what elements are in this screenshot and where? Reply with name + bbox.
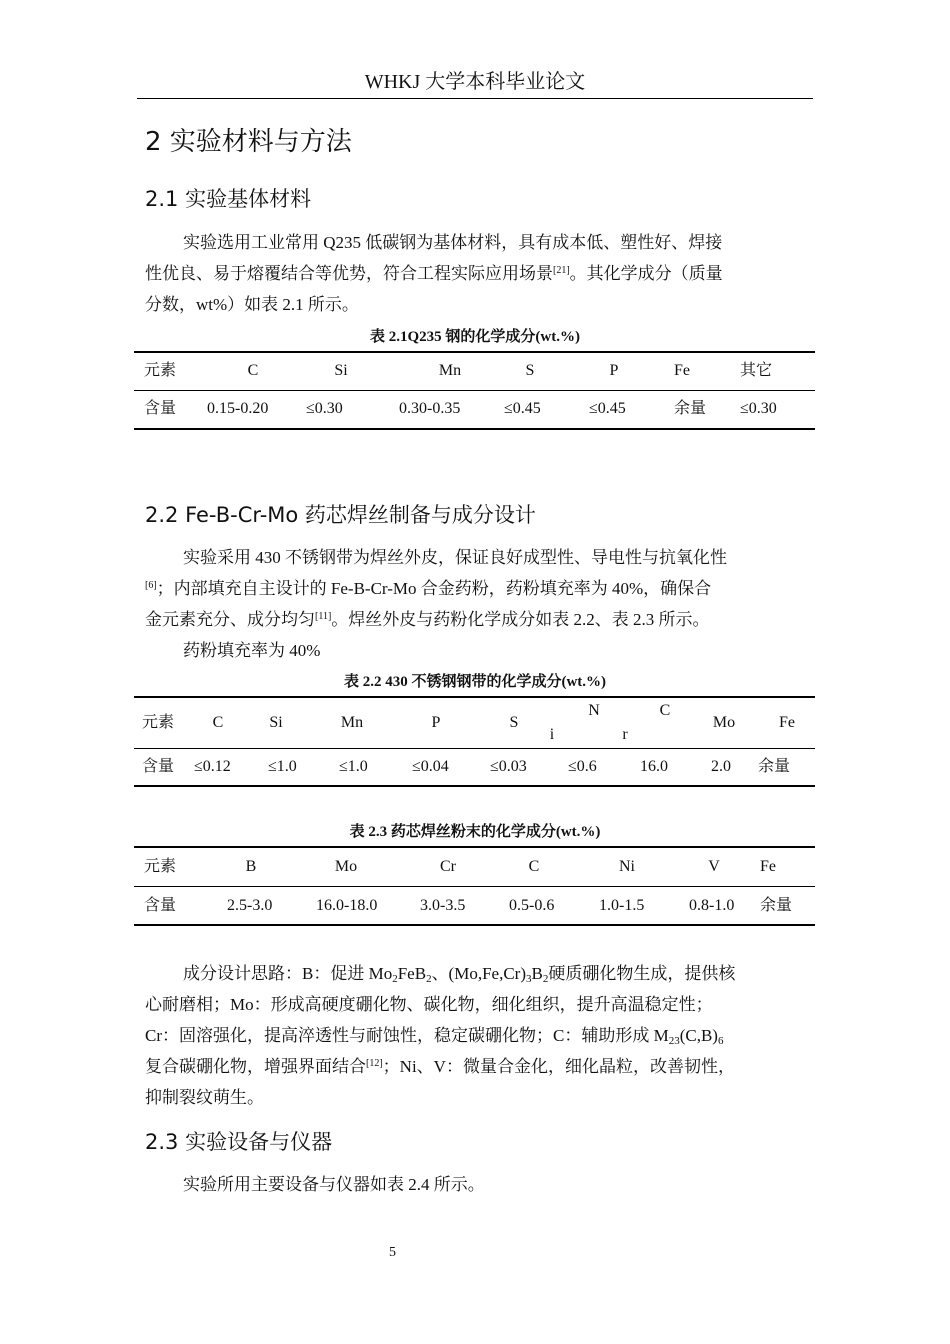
- citation[interactable]: [6]: [145, 580, 157, 591]
- para-line: 金元素充分、成分均匀[11]。焊丝外皮与药粉化学成分如表 2.2、表 2.3 所示。: [145, 610, 710, 629]
- table-header-cell: 其它: [740, 362, 773, 379]
- table-header-cell: 元素: [144, 858, 177, 875]
- table-header-cell: Si: [269, 714, 283, 731]
- table-cell: ≤0.30: [306, 400, 343, 417]
- citation[interactable]: [21]: [553, 265, 570, 276]
- table-cell: 含量: [144, 400, 177, 417]
- para-line: 分数，wt%）如表 2.1 所示。: [145, 295, 359, 314]
- table-cell: 16.0: [640, 758, 668, 775]
- table-header-cell: Fe: [674, 362, 690, 379]
- table-header-cell: S: [509, 714, 519, 731]
- table-2-2: [134, 696, 815, 790]
- table-cell: 2.0: [711, 758, 731, 775]
- table-cell: 余量: [758, 758, 791, 775]
- table-cell: ≤1.0: [268, 758, 297, 775]
- table-header-cell: Fe: [760, 858, 776, 875]
- table-cell: ≤0.12: [194, 758, 231, 775]
- table-cell: ≤0.30: [740, 400, 777, 417]
- table-cell: 0.30-0.35: [399, 400, 461, 417]
- table-header-cell: Si: [334, 362, 348, 379]
- table-2-1-caption: 表 2.1Q235 钢的化学成分(wt.%): [370, 329, 580, 345]
- para-line: 抑制裂纹萌生。: [145, 1088, 264, 1107]
- table-header-cell: Ni: [619, 858, 635, 875]
- table-header-cell: 元素: [142, 714, 175, 731]
- table-cell: ≤0.45: [589, 400, 626, 417]
- table-header-cell: 元素: [144, 362, 177, 379]
- para-line: [6]；内部填充自主设计的 Fe-B-Cr-Mo 合金药粉，药粉填充率为 40%，确保合: [145, 579, 712, 598]
- table-header-cell: Mn: [438, 362, 462, 379]
- table-cell: ≤0.04: [412, 758, 449, 775]
- citation[interactable]: [11]: [315, 611, 332, 622]
- table-header-cell: Cr: [440, 858, 456, 875]
- running-header: WHKJ 大学本科毕业论文: [364, 71, 586, 93]
- table-cell: ≤0.45: [504, 400, 541, 417]
- para-line: 实验所用主要设备与仪器如表 2.4 所示。: [183, 1175, 485, 1194]
- section-title-2-3: 2.3 实验设备与仪器: [145, 1130, 333, 1154]
- table-header-cell: B: [245, 858, 257, 875]
- table-header-cell: P: [609, 362, 619, 379]
- table-2-1: [134, 351, 815, 433]
- para-line: 成分设计思路：B：促进 $Mo_2FeB_2$、$(Mo,Fe,Cr)_3B_2$硬质硼化物生成，提供核: [183, 964, 736, 985]
- table-header-cell: P: [431, 714, 441, 731]
- section-title-2-1: 2.1 实验基体材料: [145, 187, 312, 211]
- table-cell: 2.5-3.0: [227, 897, 273, 914]
- table-2-3-caption: 表 2.3 药芯焊丝粉末的化学成分(wt.%): [349, 824, 601, 840]
- chapter-title: 2 实验材料与方法: [145, 127, 352, 157]
- table-header-cell: S: [525, 362, 535, 379]
- table-cell: 含量: [144, 897, 177, 914]
- para-line: 性优良、易于熔覆结合等优势，符合工程实际应用场景[21]。其化学成分（质量: [145, 264, 723, 283]
- table-2-2-caption: 表 2.2 430 不锈钢钢带的化学成分(wt.%): [343, 674, 607, 690]
- table-cell: 余量: [674, 400, 707, 417]
- table-cell: ≤0.6: [568, 758, 597, 775]
- table-cell: 0.8-1.0: [689, 897, 735, 914]
- table-cell: 含量: [142, 758, 175, 775]
- header-rule: [137, 98, 813, 99]
- table-cell: 0.5-0.6: [509, 897, 555, 914]
- page-number: 5: [389, 1245, 396, 1260]
- table-header-cell: Fe: [779, 714, 795, 731]
- table-cell: 0.15-0.20: [207, 400, 269, 417]
- para-line: 实验选用工业常用 Q235 低碳钢为基体材料，具有成本低、塑性好、焊接: [183, 233, 723, 252]
- table-cell: 16.0-18.0: [316, 897, 378, 914]
- para-line: 药粉填充率为 40%: [183, 641, 321, 660]
- table-header-cell: Mn: [340, 714, 364, 731]
- table-header-cell: Mo: [334, 858, 358, 875]
- design-paragraph: [145, 958, 815, 1113]
- section-2-1-paragraph: [145, 227, 815, 320]
- table-header-cell: C: [212, 714, 224, 731]
- section-2-2-paragraph: [145, 542, 815, 666]
- table-cell: 1.0-1.5: [599, 897, 645, 914]
- table-cell: ≤0.03: [490, 758, 527, 775]
- table-cell: ≤1.0: [339, 758, 368, 775]
- table-2-3: [134, 846, 815, 928]
- table-header-cell: N: [588, 702, 600, 719]
- section-2-3-paragraph: [145, 1169, 815, 1200]
- table-header-cell: r: [622, 726, 628, 743]
- table-header-cell: Mo: [712, 714, 736, 731]
- table-cell: 3.0-3.5: [420, 897, 466, 914]
- table-header-cell: C: [659, 702, 671, 719]
- para-line: 实验采用 430 不锈钢带为焊丝外皮，保证良好成型性、导电性与抗氧化性: [183, 548, 727, 567]
- table-cell: 余量: [760, 897, 793, 914]
- table-header-cell: V: [708, 858, 720, 875]
- para-line: Cr：固溶强化，提高淬透性与耐蚀性，稳定碳硼化物；C：辅助形成 $M_{23}(C,B)_6$: [145, 1026, 724, 1047]
- table-header-cell: i: [549, 726, 555, 743]
- citation[interactable]: [12]: [366, 1058, 383, 1069]
- para-line: 复合碳硼化物，增强界面结合[12]；Ni、V：微量合金化，细化晶粒，改善韧性，: [145, 1057, 735, 1076]
- section-title-2-2: 2.2 Fe-B-Cr-Mo 药芯焊丝制备与成分设计: [145, 503, 536, 527]
- table-header-cell: C: [247, 362, 259, 379]
- table-header-cell: C: [528, 858, 540, 875]
- para-line: 心耐磨相；Mo：形成高硬度硼化物、碳化物，细化组织，提升高温稳定性；: [145, 995, 713, 1014]
